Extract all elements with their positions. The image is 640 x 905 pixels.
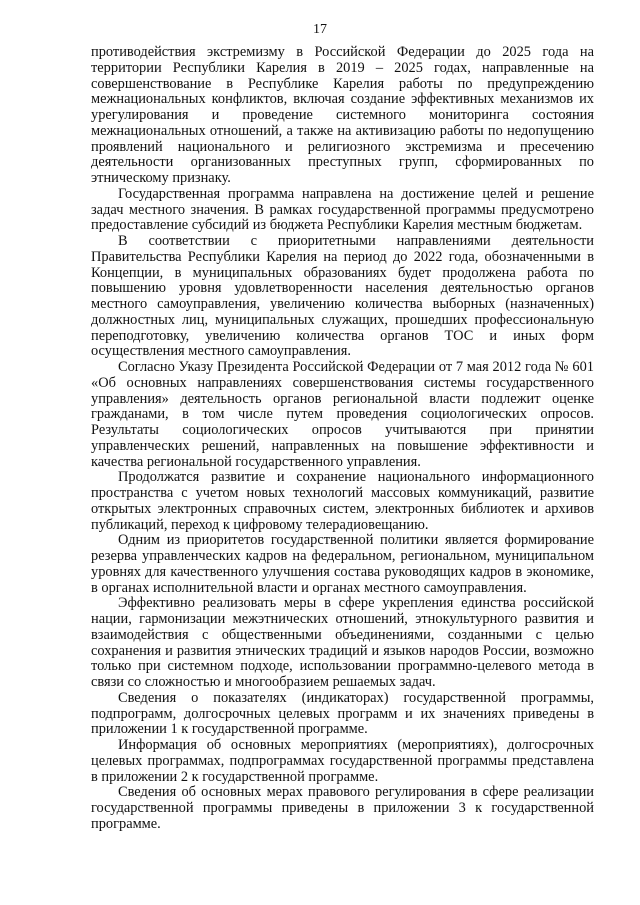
paragraph-program-goals: Государственная программа направлена на достижение целей и решение задач местного значения. В рамках государственной программы предусмотрено предоставление субсидий из бюджета Республики Карелия местным бюджетам. <box>91 185 594 234</box>
page-number: 17 <box>313 22 327 37</box>
paragraph-information-space: Продолжатся развитие и сохранение национального информационного пространства с учетом новых технологий массовых коммуникаций, развитие открытых электронных справочных систем, электронных библиотек и архивов публикаций, переход к цифровому телерадиовещанию. <box>91 469 594 533</box>
paragraph-legal-regulation: Сведения об основных мерах правового регулирования в сфере реализации государственной программы приведены в приложении 3 к государственной программе. <box>91 784 594 832</box>
paragraph-indicators: Сведения о показателях (индикаторах) государственной программы, подпрограмм, долгосрочных целевых программ и их значениях приведены в приложении 1 к государственной программе. <box>91 689 594 738</box>
paragraph-continuation: противодействия экстремизму в Российской Федерации до 2025 года на территории Республики Карелия в 2019 – 2025 годах, направленные на совершенствование в Республике Карелия работы по предупреждению межнациональных конфликтов, включая создание эффективных механизмов их урегулирования и проведение системного мониторинга состояния межнациональных отношений, а также на активизацию работы по недопущению проявлений национального и религиозного экстремизма и пресечению деятельности организованных преступных групп, сформированных по этническому признаку. <box>91 44 594 186</box>
paragraph-presidential-decree: Согласно Указу Президента Российской Федерации от 7 мая 2012 года № 601 «Об основных направлениях совершенствования системы государственного управления» деятельность органов региональной власти подлежит оценке гражданами, в том числе путем проведения социологических опросов. Результаты социологических опросов учитываются при принятии управленческих решений, направленных на повышение эффективности и качества региональной государственного управления. <box>91 359 594 470</box>
paragraph-national-unity: Эффективно реализовать меры в сфере укрепления единства российской нации, гармонизации межэтнических отношений, этнокультурного развития и взаимодействия с общественными объединениями, созданными с целью сохранения и развития этнических традиций и языков народов России, возможно только при системном подходе, использовании программно-целевого метода в связи со сложностью и многообразием решаемых задач. <box>91 595 594 690</box>
paragraph-personnel-reserve: Одним из приоритетов государственной политики является формирование резерва управленческих кадров на федеральном, региональном, муниципальном уровнях для качественного улучшения состава руководящих кадров в экономике, в органах исполнительной власти и органах местного самоуправления. <box>91 532 594 596</box>
paragraph-main-activities: Информация об основных мероприятиях (мероприятиях), долгосрочных целевых программах, подпрограммах государственной программы представлена в приложении 2 к государственной программе. <box>91 737 594 785</box>
document-body <box>91 45 594 833</box>
paragraph-priorities: В соответствии с приоритетными направлениями деятельности Правительства Республики Карелия на период до 2022 года, обозначенными в Концепции, в муниципальных образованиях будет продолжена работа по повышению уровня удовлетворенности населения деятельностью органов местного самоуправления, увеличению количества выборных (назначенных) должностных лиц, муниципальных служащих, прошедших профессиональную переподготовку, увеличению количества органов ТОС и иных форм осуществления местного самоуправления. <box>91 233 594 360</box>
